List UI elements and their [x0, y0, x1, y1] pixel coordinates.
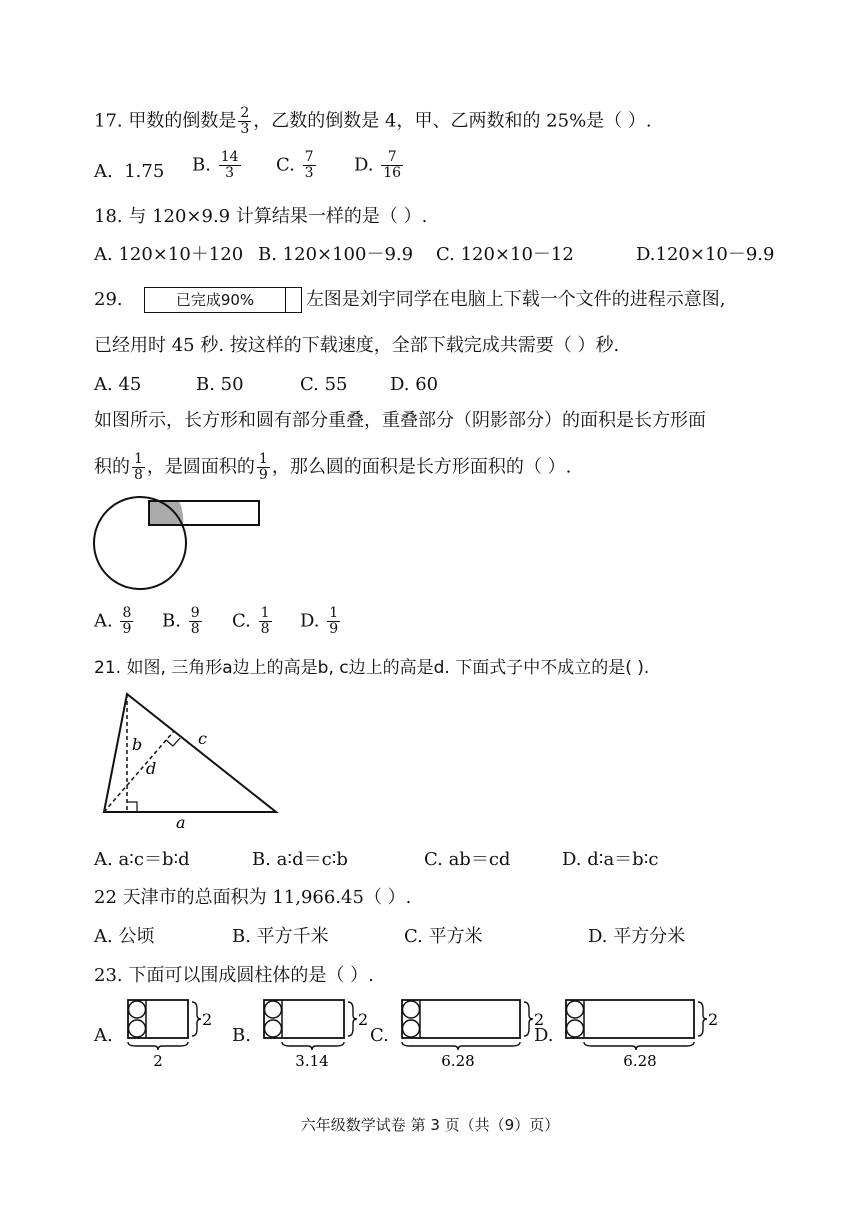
- cylinder-net-a: [124, 998, 220, 1070]
- q17-option-a: A. 1.75: [94, 161, 165, 182]
- q21-option-c: C. ab＝cd: [424, 849, 511, 870]
- overlap-stem-line2: 积的 $\frac{1}{8}$ ，是圆面积的 $\frac{1}{9}$ ，那么圆的面积是长方形面积的（ ）.: [94, 451, 572, 483]
- q17-stem: 17. 甲数的倒数是 $\frac{2}{3}$ ，乙数的倒数是 4，甲、乙两数和的 25%是（ ）.: [94, 105, 652, 137]
- q17-option-b: B. $\frac{14}{3}$: [192, 149, 239, 181]
- q29-option-a: A. 45: [94, 374, 142, 395]
- overlap-option-b: B. $\frac{9}{8}$: [162, 605, 200, 637]
- label-c: c: [198, 729, 207, 748]
- svg-text:6.28: 6.28: [623, 1052, 657, 1070]
- page-footer: 六年级数学试卷 第 3 页（共（9）页）: [300, 1116, 560, 1134]
- q29-stem-line2: 已经用时 45 秒. 按这样的下载速度，全部下载完成共需要（ ）秒.: [94, 335, 620, 356]
- label-d: d: [146, 759, 157, 778]
- q17-fraction: $\frac{2}{3}$: [240, 105, 250, 137]
- overlap-stem-line1: 如图所示，长方形和圆有部分重叠，重叠部分（阴影部分）的面积是长方形面: [94, 410, 706, 431]
- q18-option-c: C. 120×10－12: [436, 244, 574, 265]
- circle-shape: [94, 497, 186, 589]
- q18-option-d: D.120×10－9.9: [636, 244, 775, 265]
- right-angle-marker-c: [166, 738, 180, 746]
- q21-option-a: A. a∶c＝b∶d: [94, 849, 190, 870]
- svg-text:2: 2: [708, 1010, 719, 1029]
- q23-option-c-label: C.: [370, 1025, 389, 1046]
- q29-stem-line1: 29. 已完成90% 左图是刘宇同学在电脑上下载一个文件的进程示意图,: [94, 286, 726, 314]
- svg-text:3.14: 3.14: [295, 1052, 329, 1070]
- q29-option-c: C. 55: [300, 374, 348, 395]
- overlap-option-a: A. $\frac{8}{9}$: [94, 605, 132, 637]
- q21-option-d: D. d∶a＝b∶c: [562, 849, 659, 870]
- q22-option-b: B. 平方千米: [232, 926, 329, 947]
- q21-option-b: B. a∶d＝c∶b: [252, 849, 348, 870]
- overlap-option-d: D. $\frac{1}{9}$: [300, 605, 339, 637]
- circle-rectangle-figure: [90, 495, 270, 605]
- q29-option-b: B. 50: [196, 374, 244, 395]
- right-angle-marker-a: [127, 802, 137, 812]
- cylinder-net-d: [564, 998, 724, 1070]
- q17-option-d: D. $\frac{7}{16}$: [354, 149, 402, 181]
- download-progress-bar: 已完成90%: [144, 287, 302, 313]
- cylinder-net-b: [262, 998, 372, 1070]
- q21-stem: 21. 如图, 三角形a边上的高是b, c边上的高是d. 下面式子中不成立的是( ).: [94, 658, 650, 678]
- q18-stem: 18. 与 120×9.9 计算结果一样的是（ ）.: [94, 206, 428, 227]
- q29-option-d: D. 60: [390, 374, 439, 395]
- label-b: b: [132, 735, 143, 754]
- q22-option-d: D. 平方分米: [588, 926, 686, 947]
- svg-text:2: 2: [534, 1010, 545, 1029]
- q23-option-b-label: B.: [232, 1025, 251, 1046]
- overlap-option-c: C. $\frac{1}{8}$: [232, 605, 270, 637]
- cylinder-net-c: [400, 998, 548, 1070]
- svg-text:2: 2: [202, 1010, 213, 1029]
- q23-stem: 23. 下面可以围成圆柱体的是（ ）.: [94, 965, 374, 986]
- triangle-shape: [104, 694, 276, 812]
- q22-option-a: A. 公顷: [94, 926, 155, 947]
- triangle-figure: [98, 690, 288, 830]
- svg-text:2: 2: [358, 1010, 369, 1029]
- q18-option-b: B. 120×100－9.9: [258, 244, 414, 265]
- label-a: a: [176, 813, 186, 832]
- q17-option-c: C. $\frac{7}{3}$: [276, 149, 314, 181]
- q22-stem: 22 天津市的总面积为 11,966.45（ ）.: [94, 887, 412, 908]
- q18-option-a: A. 120×10＋120: [94, 244, 244, 265]
- svg-text:2: 2: [153, 1052, 163, 1070]
- q23-option-d-label: D.: [534, 1025, 554, 1046]
- q23-option-a-label: A.: [94, 1025, 113, 1046]
- q22-option-c: C. 平方米: [404, 926, 483, 947]
- svg-text:6.28: 6.28: [441, 1052, 475, 1070]
